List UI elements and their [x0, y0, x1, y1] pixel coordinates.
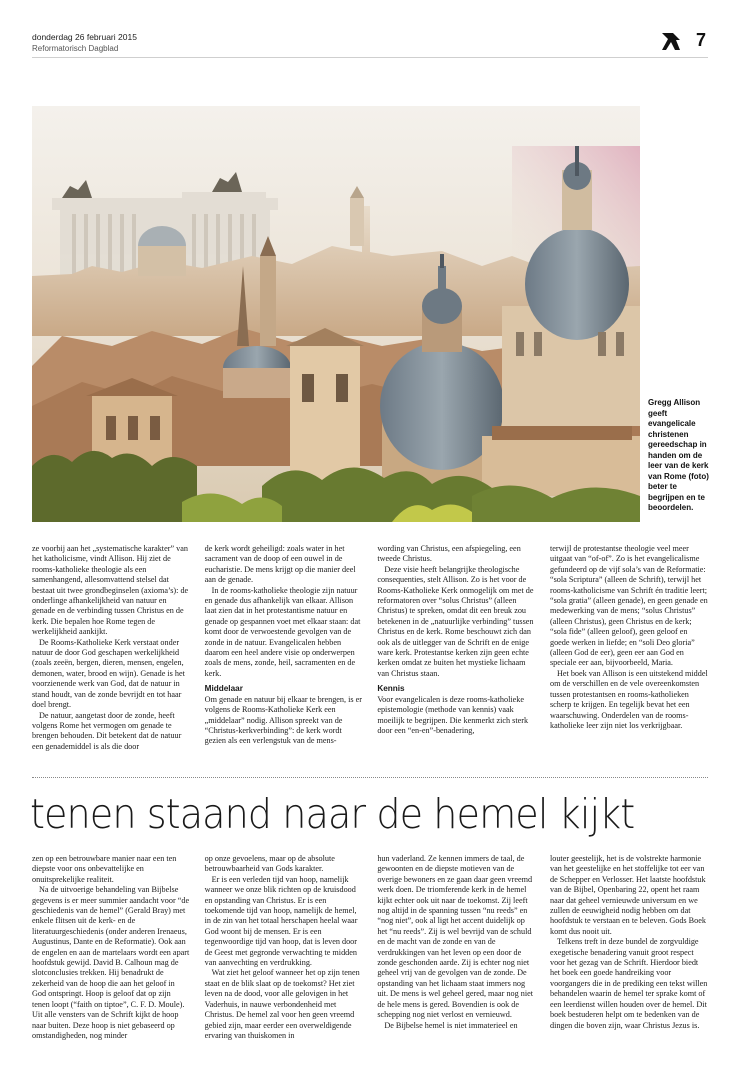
article-headline: tenen staand naar de hemel kijkt — [30, 790, 635, 838]
article-columns-top — [32, 544, 708, 752]
paragraph: louter geestelijk, het is de volstrekte harmonie van het geestelijke en het stoffelijke tot eer van de Schepper en Verlosser. Het laatste hoofdstuk van de Bijbel, Openbaring 22, opent het raam naar dat geheel vernieuwde universum en we zullen de eeuwigheid nodig hebben om dat hoofdstuk te verstaan en te beleven. Gods Boek komt dus nooit uit. — [549, 854, 706, 936]
paragraph: Het boek van Allison is een uitstekend middel om de verschillen en de vele overeenkomsten tussen protestantsen en rooms-katholieken scherp te krijgen. En tegelijk bevat het een waarschuwing. Onderdelen van de rooms-katholieke leer zijn niet los verkrijgbaar. — [549, 668, 708, 730]
paragraph: terwijl de protestantse theologie veel meer uitgaat van “of-of”. Zo is het evangelicalisme gefundeerd op de vijf sola’s van de Reformatie: “sola Scriptura” (alleen de Schrift), terwijl het rooms-katholicisme van Schrift én traditie leert; “sola gratia” (alleen genade), en geen genade en medewerking van de mens; “solus Christus” (alleen Christus), geen Christus en de kerk; “sola fide” (alleen geloof), geen geloof en goede werken in liefde; en “soli Deo gloria” (alleen God de eer), geen eer aan God en speciale eer aan, bijvoorbeeld, Maria. — [549, 544, 708, 668]
rome-skyline-photo — [32, 106, 640, 522]
section-divider — [32, 777, 708, 778]
newspaper-logo-icon — [660, 30, 682, 52]
article-column-2 — [205, 544, 363, 752]
article-column-8 — [550, 854, 708, 1041]
article-column-6 — [205, 854, 363, 1041]
paragraph: Deze visie heeft belangrijke theologische consequenties, stelt Allison. Zo is het voor de Rooms-Katholieke Kerk onmogelijk om met de reformatoren over “solus Christus” (alleen Christus) te spreken, omdat dit een breuk zou betekenen in de „natuurlijke verbinding” tussen Christus en de kerk. Rome beschouwt zich dan ook als de uitlegger van de Schrift en de enige ware kerk. Protestantse kerken zijn geen echte kerken omdat ze buiten het mystieke lichaam van Christus staan. — [377, 564, 534, 678]
rome-skyline-illustration — [32, 106, 640, 522]
paragraph: Er is een verleden tijd van hoop, namelijk wanneer we onze blik richten op de kruisdood en opstanding van Christus. Er is een toekomende tijd van hoop, namelijk de hemel, in de zin van het totaal herschapen heelal waar God woont bij de mensen. Er is een tegenwoordige tijd van hoop, dat is leven door de Geest met gegronde verwachting te midden van aanvechting en verdrukking. — [204, 874, 358, 968]
newspaper-name: Reformatorisch Dagblad — [32, 44, 119, 53]
page-number: 7 — [695, 30, 706, 50]
paragraph: hun vaderland. Ze kennen immers de taal, de gewoonten en de diepste motieven van de overige bewoners en ze gaan daar geen vreemd werk doen. De triomferende kerk in de hemel kijkt echter ook uit naar de toekomst. Zij leeft nog altijd in de spanning tussen “nu reeds” en “nog niet”, ook al ligt het accent duidelijk op het “nu reeds”. Zij is wel bevrijd van de schuld en de macht van de zonde en van de verdrukkingen van het leven op een door de zonde geschonden aarde. Zij is echter nog niet geheel vrij van de gevolgen van de zonde. De opstanding van het lichaam staat immers nog uit. De mens is wel geheel gered, maar nog niet de hele mens is gered. Bovendien is ook de schepping nog niet verlost en vernieuwd. — [377, 854, 534, 1020]
paragraph: De Bijbelse hemel is niet immaterieel en — [384, 1020, 518, 1030]
subheading-kennis: Kennis — [377, 684, 405, 694]
article-columns-bottom — [32, 854, 708, 1041]
paragraph: In de rooms-katholieke theologie zijn natuur en genade dus afhankelijk van elkaar. Allison laat zien dat in het protestantisme natuur en genade op gespannen voet met elkaar staan: dat komt door de verwoestende gevolgen van de zonde in de natuur. Evangelicalen hebben daarom een heel andere visie op onderwerpen zoals de mens, zonde, heil, sacramenten en de kerk. — [204, 585, 361, 678]
paragraph: zen op een betrouwbare manier naar een ten diepste voor ons onbevattelijke en onuitsprekelijke realiteit. — [32, 854, 177, 884]
paragraph: op onze gevoelens, maar op de absolute betrouwbaarheid van Gods karakter. — [204, 854, 335, 874]
photo-caption: Gregg Allison geeft evangelicale christenen gereedschap in handen om de leer van de kerk van Rome (foto) beter te begrijpen en te beoordelen. — [648, 398, 709, 512]
article-column-3 — [377, 544, 535, 752]
paragraph: Telkens treft in deze bundel de zorgvuldige exegetische benadering vanuit groot respect voor het gezag van de Schrift. Hierdoor biedt het boek een goede handreiking voor voorgangers die in de prediking een tekst willen behandelen waarin de hemel ter sprake komt of een leerdienst willen houden over de hemel. Dit boek bestuderen helpt om te bedenken van de dingen die boven zijn, waar Christus Jezus is. — [549, 937, 708, 1030]
article-column-1 — [32, 544, 190, 752]
paragraph: Voor evangelicalen is deze rooms-katholieke epistemologie (methode van kennis) vaak moeilijk te begrijpen. Die kenmerkt zich sterk door een “en-en”-benadering, — [377, 694, 529, 735]
paragraph: De natuur, aangetast door de zonde, heeft volgens Rome het vermogen om genade te brengen behouden. Dit betekent dat de natuur een genademiddel is als die door — [32, 710, 182, 751]
subheading-middelaar: Middelaar — [204, 684, 243, 694]
article-column-5 — [32, 854, 190, 1041]
paragraph: de kerk wordt geheiligd: zoals water in het sacrament van de doop of een ouwel in de eucharistie. De mens krijgt op die manier deel aan de genade. — [204, 544, 356, 585]
paragraph: ze voorbij aan het „systematische karakter” van het katholicisme, vindt Allison. Hij ziet de rooms-katholieke theologie als een samenhangend, allesomvattend stelsel dat bestaat uit twee grondbeginselen (axioma’s): de onderlinge afhankelijkheid van natuur en genade en de verbinding tussen Christus en de kerk. Die bepalen hoe Rome tegen de werkelijkheid aankijkt. — [32, 544, 189, 637]
paragraph: Wat ziet het geloof wanneer het op zijn tenen staat en de blik slaat op de toekomst? Het ziet leven na de dood, voor alle gelovigen in het Vaderhuis, in nauwe verbondenheid met Christus. De hemel zal voor hen geen vreemd gebied zijn, maar eerder een overweldigende ervaring van thuiskomen in — [204, 968, 360, 1040]
paragraph: Na de uitvoerige behandeling van Bijbelse gegevens is er meer summier aandacht voor “de geschiedenis van de hemel” (Gerald Bray) met enkele flitsen uit de kerk- en de literatuurgeschiedenis (onder anderen Irenaeus, Augustinus, Dante en de Reformatie). Ook aan de engelen en aan de martelaars wordt een apart hoofdstuk gewijd. David B. Calhoun mag de slotconclusies trekken. Hij benadrukt de zekerheid van de hoop die aan het geloof in God ontspringt. Hoop is geloof dat op zijn tenen loopt (“faith on tiptoe”, C. F. D. Moule). Uit alle vensters van de Schrift kijkt de hoop naar buiten. Deze hoop is niet gebaseerd op omstandigheden, nog minder — [32, 885, 190, 1040]
article-column-7 — [377, 854, 535, 1041]
paragraph: Om genade en natuur bij elkaar te brengen, is er volgens de Rooms-Katholieke Kerk een „middelaar” nodig. Allison spreekt van de “Christus-kerkverbinding”: de kerk wordt gezien als een verlengstuk van de mens- — [204, 694, 362, 746]
paragraph: De Rooms-Katholieke Kerk verstaat onder natuur de door God geschapen werkelijkheid (zoals zeeën, bergen, dieren, mensen, engelen, demonen, water, brood en wijn). Genade is het voorzienende werk van God, dat de natuur in stand houdt, van de zonde bevrijdt en tot haar doel brengt. — [32, 637, 185, 710]
paragraph: wording van Christus, een afspiegeling, een tweede Christus. — [377, 544, 521, 564]
issue-date: donderdag 26 februari 2015 — [32, 32, 137, 42]
article-column-4 — [550, 544, 708, 752]
page-header — [32, 28, 708, 58]
